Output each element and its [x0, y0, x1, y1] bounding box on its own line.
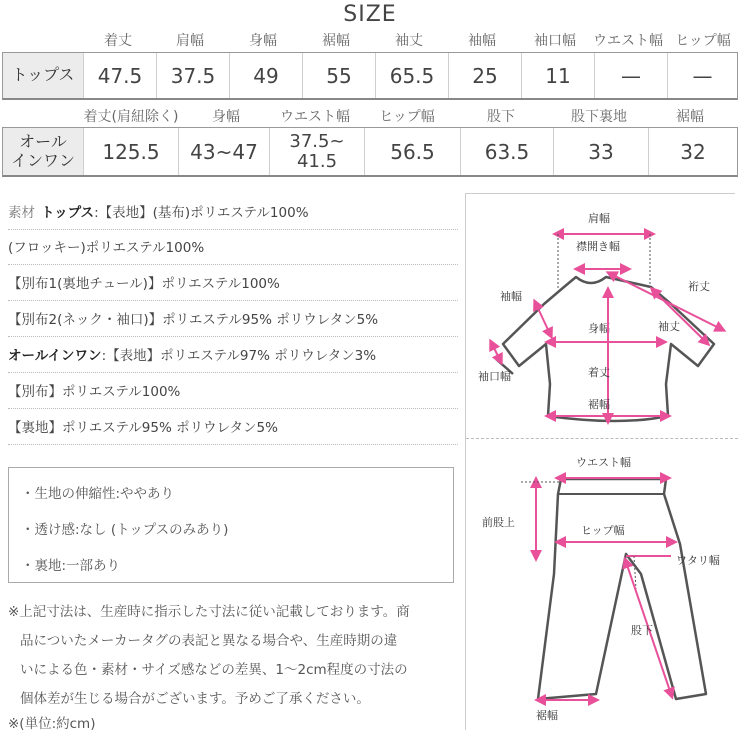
tops-row-label: トップス: [3, 53, 83, 98]
diagram-separator: [466, 438, 738, 439]
disclaimer: [8, 598, 458, 714]
tops-value-length: 47.5: [83, 53, 156, 98]
tops-header-body-width: 身幅: [249, 33, 277, 49]
label-sleeve-length: 袖丈: [658, 320, 680, 333]
disclaimer-line-2: 品についたメーカータグの表記と異なる場合や、生産時期の違: [20, 633, 398, 649]
material-line-allinone: [8, 339, 458, 373]
tops-value-shoulder: 37.5: [156, 53, 229, 98]
material-tops-main: :【表地】(基布)ポリエステル100%: [94, 205, 309, 221]
label-hip: ヒップ幅: [581, 524, 625, 537]
material-tops-heading: トップス: [41, 205, 95, 221]
material-line-extra: 【別布】ポリエステル100%: [8, 375, 458, 409]
allinone-value-hip: 56.5: [364, 128, 460, 175]
allinone-value-inseam: 63.5: [460, 128, 553, 175]
disclaimer-line-3: いによる色・素材・サイズ感などの差異、1〜2cm程度の寸法の: [20, 662, 408, 678]
pants-outline: [538, 479, 706, 699]
note-stretch: ・生地の伸縮性:ややあり: [21, 486, 175, 502]
cuff-arrow: [492, 344, 500, 360]
material-line-neck: 【別布2(ネック・袖口)】ポリエステル95% ポリウレタン5%: [8, 303, 458, 337]
tops-header-length: 着丈: [104, 33, 132, 49]
label-raglan: 裄丈: [688, 280, 710, 293]
label-neck: 襟開き幅: [576, 240, 620, 253]
tops-value-body-width: 49: [229, 53, 302, 98]
measurement-diagram: [465, 193, 735, 730]
allinone-value-inseam-lining: 33: [553, 128, 648, 175]
tops-header-hem: 裾幅: [322, 33, 350, 49]
disclaimer-line-4: 個体差が生じる場合がございます。予めご了承ください。: [20, 691, 370, 707]
allinone-header-waist: ウエスト幅: [280, 109, 350, 125]
allinone-label-line2: インワン: [10, 150, 75, 170]
allinone-header-inseam-lining: 股下裏地: [571, 109, 627, 125]
label-sleeve-width: 袖幅: [500, 290, 522, 303]
tops-value-hip: —: [667, 53, 737, 98]
label-thigh: ワタリ幅: [676, 554, 720, 567]
tops-value-waist: —: [594, 53, 667, 98]
tops-value-sleeve-width: 25: [448, 53, 521, 98]
material-allinone-heading: オールインワン: [8, 348, 102, 364]
allinone-row: [2, 127, 738, 177]
allinone-value-body-width: 43~47: [178, 128, 269, 175]
tops-header-sleeve-length: 袖丈: [395, 33, 423, 49]
material-line-tulle: 【別布1(裏地チュール)】ポリエステル100%: [8, 267, 458, 301]
tops-value-cuff: 11: [521, 53, 594, 98]
note-sheerness: ・透け感:なし (トップスのみあり): [21, 522, 229, 538]
allinone-header-length: 着丈(肩紐除く): [83, 109, 179, 125]
label-body-width: 身幅: [588, 322, 610, 335]
allinone-label-line1: オール: [19, 132, 67, 152]
allinone-header-hip: ヒップ幅: [379, 109, 435, 125]
label-inseam: 股下: [631, 624, 653, 637]
allinone-header-body-width: 身幅: [212, 109, 240, 125]
tops-header-cuff: 袖口幅: [534, 33, 576, 49]
unit-note: ※(単位:約cm): [8, 716, 96, 732]
fabric-notes-box: [8, 467, 454, 583]
label-pants-hem: 裾幅: [536, 709, 558, 722]
material-line-lining: 【裏地】ポリエステル95% ポリウレタン5%: [8, 411, 458, 445]
tops-header-hip: ヒップ幅: [675, 33, 731, 49]
note-lining: ・裏地:一部あり: [21, 558, 121, 574]
material-allinone-main: :【表地】ポリエステル97% ポリウレタン3%: [101, 348, 377, 364]
tops-header-waist: ウエスト幅: [593, 33, 663, 49]
tops-value-hem: 55: [302, 53, 375, 98]
tops-header-shoulder: 肩幅: [176, 33, 204, 49]
label-cuff: 袖口幅: [478, 370, 511, 383]
allinone-value-waist: 37.5~ 41.5: [269, 128, 364, 175]
allinone-value-hem: 32: [648, 128, 737, 175]
allinone-row-label: [3, 128, 83, 175]
label-rise: 前股上: [482, 516, 515, 529]
label-shoulder: 肩幅: [588, 212, 610, 225]
material-tag: 素材: [8, 205, 35, 221]
allinone-header-inseam: 股下: [487, 109, 515, 125]
label-waist: ウエスト幅: [576, 456, 631, 469]
size-title: SIZE: [343, 2, 397, 27]
label-hem: 裾幅: [588, 398, 610, 411]
measurement-diagram-svg: [466, 194, 736, 731]
tops-row: [2, 52, 738, 100]
material-line-flocky: (フロッキー)ポリエステル100%: [8, 231, 458, 265]
allinone-value-length: 125.5: [83, 128, 178, 175]
tops-value-sleeve-length: 65.5: [375, 53, 448, 98]
allinone-header-hem: 裾幅: [676, 109, 704, 125]
tops-header-sleeve-width: 袖幅: [468, 33, 496, 49]
label-length: 着丈: [588, 366, 610, 379]
material-line-tops: [8, 196, 458, 230]
disclaimer-line-1: ※上記寸法は、生産時に指示した寸法に従い記載しております。商: [8, 604, 410, 620]
